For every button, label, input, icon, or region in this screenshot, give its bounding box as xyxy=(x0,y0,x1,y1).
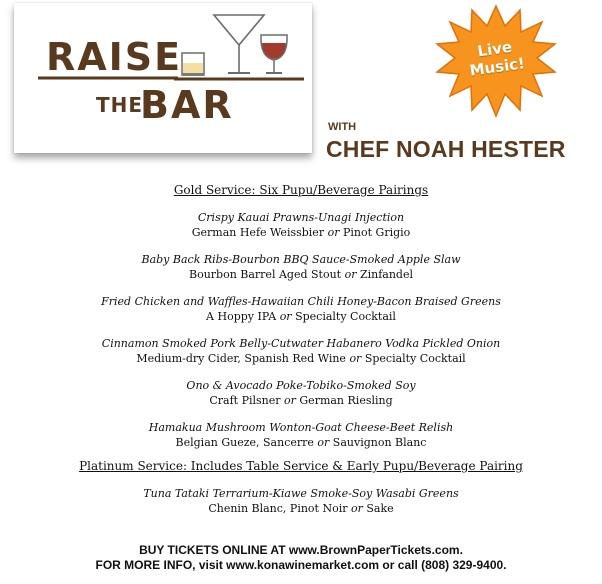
glasses-illustration xyxy=(174,9,304,85)
bar-line-left xyxy=(38,76,178,80)
logo-the-bar xyxy=(96,85,234,125)
ticket-info xyxy=(0,543,602,573)
platinum-service-heading: Platinum Service: Includes Table Service & Early Pupu/Beverage Pairing xyxy=(79,459,523,473)
menu-item xyxy=(0,486,602,516)
dish-name: Fried Chicken and Waffles-Hawaiian Chili Honey-Bacon Braised Greens xyxy=(101,295,501,308)
menu xyxy=(0,182,602,516)
beverage-pairing: Belgian Gueze, Sancerre or Sauvignon Blanc xyxy=(175,436,427,449)
dish-name: Hamakua Mushroom Wonton-Goat Cheese-Beet Relish xyxy=(148,421,454,434)
menu-item xyxy=(0,294,602,324)
chef-name: CHEF NOAH HESTER xyxy=(326,136,566,162)
logo-the-text: THE xyxy=(96,93,144,117)
dish-name: Crispy Kauai Prawns-Unagi Injection xyxy=(197,211,405,224)
logo-raise-text: RAISE xyxy=(46,35,183,79)
more-info-line: FOR MORE INFO, visit www.konawinemarket.com or call (808) 329-9400. xyxy=(95,558,507,572)
beverage-pairing: Craft Pilsner or German Riesling xyxy=(209,394,393,407)
beverage-pairing: Chenin Blanc, Pinot Noir or Sake xyxy=(208,502,394,515)
music-text: Music! xyxy=(468,54,526,80)
raise-the-bar-logo xyxy=(14,3,312,153)
dish-name: Cinnamon Smoked Pork Belly-Cutwater Habanero Vodka Pickled Onion xyxy=(101,337,501,350)
beverage-pairing: Bourbon Barrel Aged Stout or Zinfandel xyxy=(188,268,413,281)
buy-tickets-line: BUY TICKETS ONLINE AT www.BrownPaperTickets.com. xyxy=(139,543,463,557)
beverage-pairing: Medium-dry Cider, Spanish Red Wine or Specialty Cocktail xyxy=(136,352,466,365)
dish-name: Ono & Avocado Poke-Tobiko-Smoked Soy xyxy=(186,379,416,392)
dish-name: Tuna Tataki Terrarium-Kiawe Smoke-Soy Wasabi Greens xyxy=(143,487,459,500)
menu-item xyxy=(0,210,602,240)
menu-item xyxy=(0,336,602,366)
logo-bar-text: BAR xyxy=(140,83,234,127)
wine-glass-icon xyxy=(261,35,287,73)
beverage-pairing: German Hefe Weissbier or Pinot Grigio xyxy=(191,226,411,239)
menu-item xyxy=(0,252,602,282)
dish-name: Baby Back Ribs-Bourbon BBQ Sauce-Smoked Apple Slaw xyxy=(141,253,461,266)
beverage-pairing: A Hoppy IPA or Specialty Cocktail xyxy=(206,310,396,323)
rocks-glass-icon xyxy=(182,53,204,76)
menu-item xyxy=(0,420,602,450)
menu-item xyxy=(0,378,602,408)
with-label: WITH xyxy=(328,121,357,133)
martini-glass-icon xyxy=(214,15,264,73)
gold-service-heading: Gold Service: Six Pupu/Beverage Pairings xyxy=(173,183,429,197)
live-text: Live xyxy=(476,37,514,61)
